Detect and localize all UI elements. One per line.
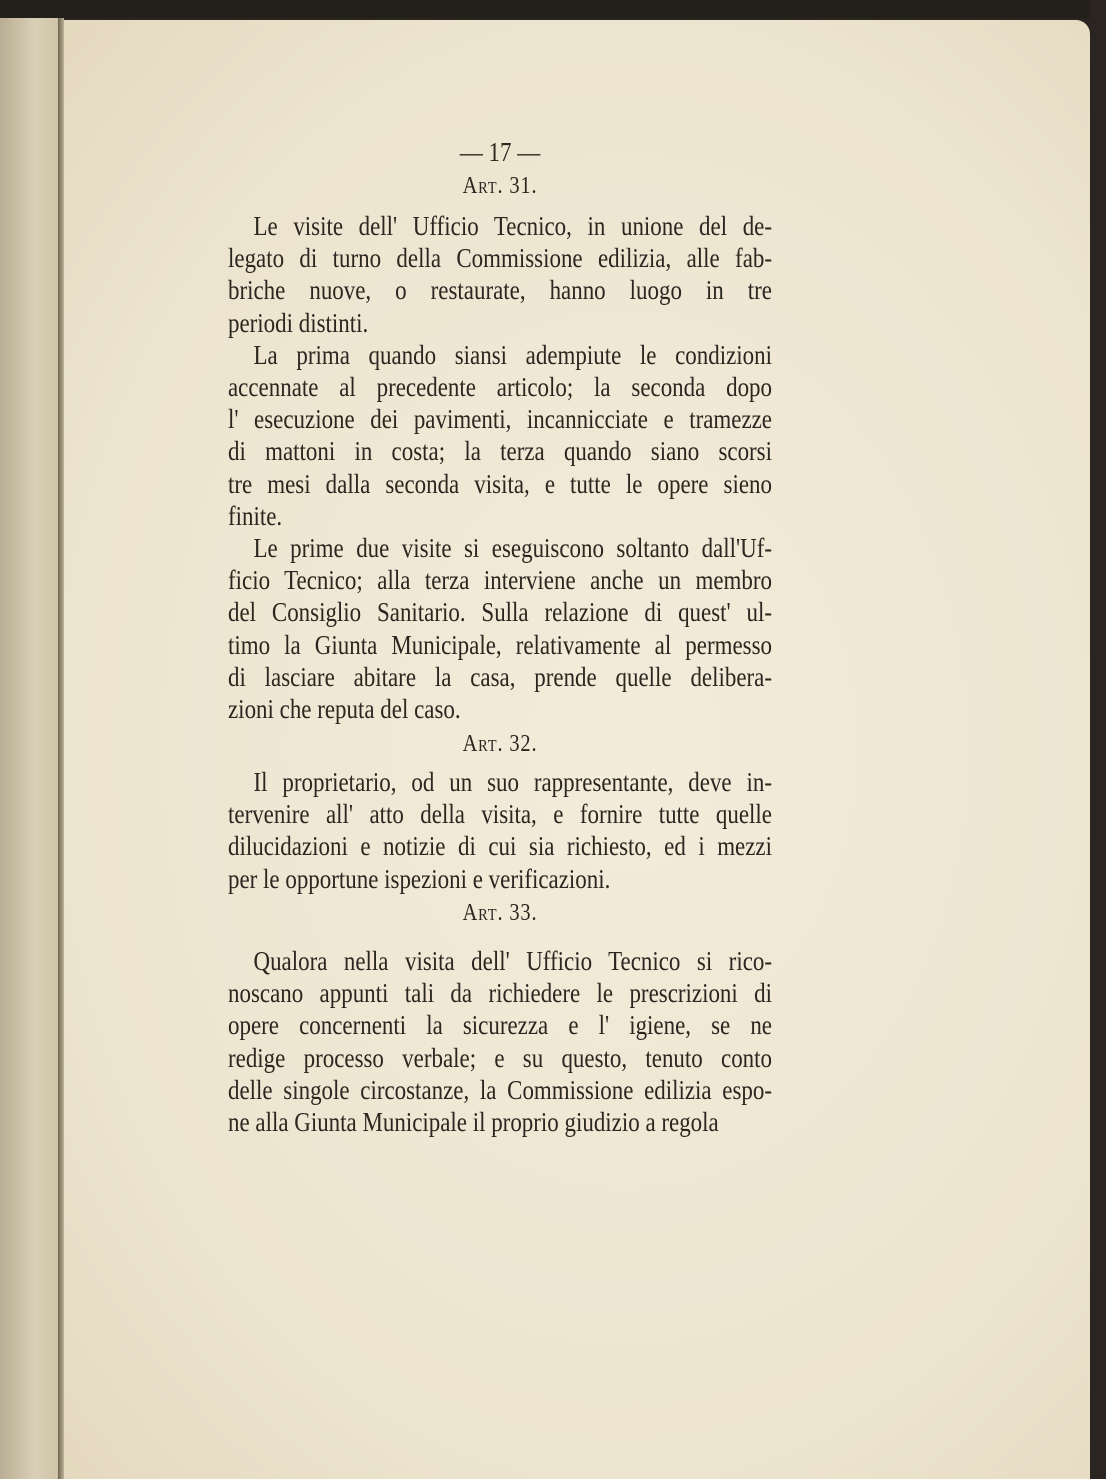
text-line: dilucidazioni e notizie di cui sia richiesto, ed i mezzi	[228, 831, 772, 862]
text-line: opere concernenti la sicurezza e l' igiene, se ne	[228, 1010, 772, 1041]
text-line: del Consiglio Sanitario. Sulla relazione di quest' ul-	[228, 597, 772, 628]
text-line: Il proprietario, od un suo rappresentante, deve in-	[253, 767, 772, 797]
text-line: Qualora nella visita dell' Ufficio Tecnico si rico-	[253, 946, 772, 976]
page-number: — 17 —	[459, 137, 541, 167]
text-line: Le visite dell' Ufficio Tecnico, in unione del de-	[253, 211, 772, 241]
text-line: per le opportune ispezioni e verificazioni.	[228, 863, 611, 894]
adjacent-page-edge	[0, 18, 58, 1479]
text-line: di lasciare abitare la casa, prende quelle delibera-	[228, 661, 772, 692]
text-line: di mattoni in costa; la terza quando siano scorsi	[228, 436, 772, 467]
text-line: legato di turno della Commissione edilizia, alle fab-	[228, 243, 772, 274]
article-heading: Art. 31.	[462, 173, 538, 199]
scan-right-edge	[1090, 0, 1106, 1479]
text-line: noscano appunti tali da richiedere le prescrizioni di	[228, 978, 772, 1009]
scan-top-edge	[0, 0, 1106, 18]
text-line: delle singole circostanze, la Commissione edilizia espo-	[228, 1074, 772, 1105]
article-heading: Art. 32.	[462, 731, 538, 757]
text-line: ficio Tecnico; alla terza interviene anche un membro	[228, 565, 772, 596]
text-line: periodi distinti.	[228, 307, 369, 338]
text-line: accennate al precedente articolo; la seconda dopo	[228, 372, 772, 402]
text-line: finite.	[228, 500, 283, 531]
text-line: zioni che reputa del caso.	[228, 694, 461, 724]
text-line: La prima quando siansi adempiute le condizioni	[253, 339, 772, 370]
text-line: timo la Giunta Municipale, relativamente al permesso	[228, 629, 772, 660]
article-heading: Art. 33.	[462, 900, 538, 926]
text-line: briche nuove, o restaurate, hanno luogo in tre	[228, 275, 772, 306]
text-line: ne alla Giunta Municipale il proprio giudizio a regola	[228, 1107, 719, 1137]
text-line: Le prime due visite si eseguiscono soltanto dall'Uf-	[253, 533, 772, 563]
text-line: redige processo verbale; e su questo, tenuto conto	[228, 1042, 772, 1073]
text-line: tervenire all' atto della visita, e fornire tutte quelle	[228, 799, 772, 830]
text-line: l' esecuzione dei pavimenti, incannicciate e tramezze	[228, 404, 772, 435]
binding-fold	[58, 18, 64, 1479]
text-line: tre mesi dalla seconda visita, e tutte le opere sieno	[228, 468, 772, 499]
